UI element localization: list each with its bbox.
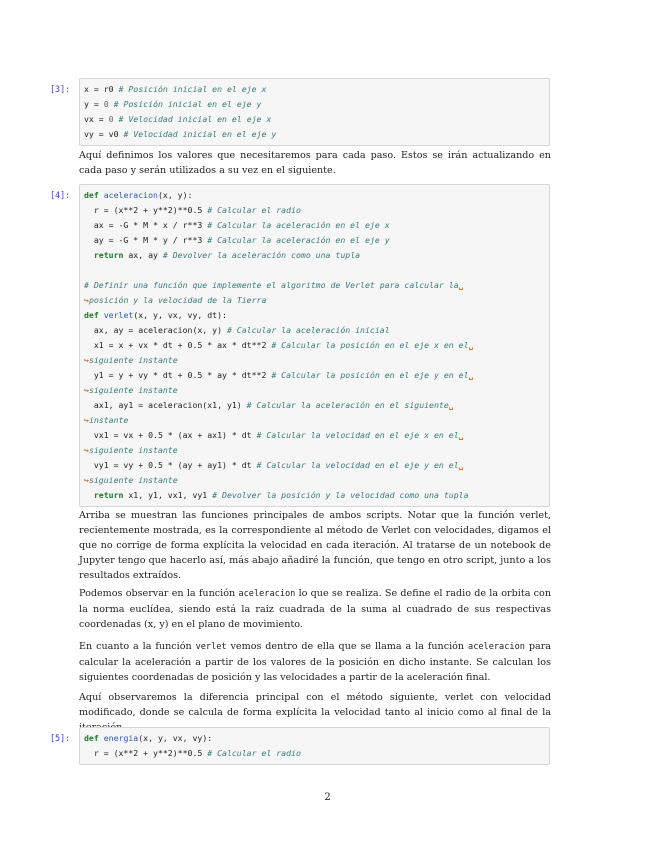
code-line: [84, 82, 545, 97]
code-line: [84, 368, 545, 383]
code-token: ax1, ay1 = aceleracion(x1, y1): [84, 400, 247, 410]
cell-prompt: [5]:: [50, 733, 71, 743]
code-token: [84, 250, 94, 260]
code-token: x = r0: [84, 84, 119, 94]
paragraph-text: para calcular la aceleración a partir de los valores de la posición en dicho instante. Se calculan los siguientes coordenadas de posición y las velocidades a partir de la aceleración final.: [79, 641, 552, 683]
code-line: [84, 443, 545, 458]
line-continuation-icon: ␣: [458, 430, 464, 440]
code-cell-3[interactable]: [79, 78, 550, 146]
paragraph-text: lo que se realiza. Se define el radio de la orbita con la norma euclídea, siendo está la raiz cuadrada de la suma al cuadrado de sus respectivas coordenadas (x, y) en el plano de movimiento.: [79, 588, 551, 630]
inline-code: aceleracion: [468, 642, 525, 652]
code-token: x1 = x + vx * dt + 0.5 * ax * dt**2: [84, 340, 272, 350]
line-continuation-icon: ␣: [468, 370, 474, 380]
code-comment: # Velocidad inicial en el eje y: [123, 129, 277, 139]
code-token: (x, y):: [157, 190, 193, 200]
code-line: [84, 308, 545, 323]
code-function-name: aceleracion: [103, 190, 158, 200]
code-line: [84, 263, 545, 278]
page-number: 2: [324, 792, 331, 803]
inline-code: aceleracion: [238, 589, 296, 599]
code-cell-4[interactable]: [79, 184, 550, 507]
code-comment: # Devolver la aceleración como una tupla: [162, 250, 361, 260]
code-comment: siguiente instante: [88, 355, 178, 365]
code-comment: # Calcular la aceleración en el eje x: [207, 220, 390, 230]
code-function-name: energia: [103, 733, 139, 743]
code-line: [84, 293, 545, 308]
code-comment: # Definir una función que implemente el algoritmo de Verlet para calcular la: [84, 280, 459, 290]
code-comment: siguiente instante: [88, 445, 178, 455]
code-line: [84, 458, 545, 473]
code-line: [84, 248, 545, 263]
code-token: (x, y, vx, vy, dt):: [133, 310, 227, 320]
code-token: ax = -G * M * x / r**3: [84, 220, 208, 230]
code-line: [84, 112, 545, 127]
code-keyword: return: [93, 250, 124, 260]
code-line: [84, 746, 545, 761]
cell-prompt: [4]:: [50, 190, 71, 200]
code-token: vy = v0: [84, 129, 124, 139]
code-comment: instante: [88, 415, 129, 425]
code-line: [84, 398, 545, 413]
paragraph: Aquí observaremos la diferencia principal con el método siguiente, verlet con velocidad modificado, donde se calcula de forma explícita la velocidad tanto al inicio como al final de la: [79, 692, 551, 718]
paragraph-text: En cuanto a la función: [79, 641, 196, 652]
code-token: (x, y, vx, vy):: [138, 733, 213, 743]
code-token: vy1 = vy + 0.5 * (ay + ay1) * dt: [84, 460, 257, 470]
paragraph: Arriba se muestran las funciones principales de ambos scripts. Notar que la función verlet, recientemente mostrada, es la correspondiente al método de Verlet con velocidades, digamos el que no corrige de forma explícita la velocidad en cada iteración. Al tratarse de un notebook de Jupyter tengo que hacerlo así, más abajo añadiré la función, que tengo en otro script, junto a los resultados extraídos.: [79, 510, 551, 581]
code-line: [84, 488, 545, 503]
line-continuation-icon: ↪: [84, 445, 89, 455]
cell-prompt: [3]:: [50, 84, 71, 94]
code-comment: # Posición inicial en el eje y: [113, 99, 262, 109]
code-comment: # Calcular la aceleración en el eje y: [207, 235, 390, 245]
code-line: [84, 278, 545, 293]
code-comment: # Calcular la velocidad en el eje y en el: [256, 460, 459, 470]
code-line: [84, 323, 545, 338]
line-continuation-icon: ␣: [468, 340, 474, 350]
code-keyword: def: [84, 310, 99, 320]
code-token: ay = -G * M * y / r**3: [84, 235, 208, 245]
code-keyword: def: [84, 190, 99, 200]
code-line: [84, 127, 545, 142]
line-continuation-icon: ↪: [84, 295, 89, 305]
line-continuation-icon: ↪: [84, 475, 89, 485]
code-line: [84, 428, 545, 443]
code-line: [84, 731, 545, 746]
code-comment: # Posición inicial en el eje x: [118, 84, 267, 94]
code-block: [79, 184, 550, 507]
paragraph: Aquí definimos los valores que necesitaremos para cada paso. Estos se irán actualizando en cada paso y serán utilizados a su vez en el siguiente.: [79, 150, 551, 176]
code-comment: # Calcular el radio: [207, 205, 301, 215]
code-keyword: def: [84, 733, 99, 743]
code-line: [84, 338, 545, 353]
code-comment: siguiente instante: [88, 475, 178, 485]
code-comment: # Calcular la posición en el eje y en el: [271, 370, 469, 380]
code-block: [79, 727, 550, 765]
code-line: [84, 97, 545, 112]
line-continuation-icon: ↪: [84, 415, 89, 425]
code-comment: # Velocidad inicial en el eje x: [118, 114, 272, 124]
code-comment: # Devolver la posición y la velocidad como una tupla: [212, 490, 469, 500]
code-line: [84, 473, 545, 488]
code-line: [84, 203, 545, 218]
inline-code: verlet: [195, 642, 227, 652]
code-comment: # Calcular la aceleración inicial: [226, 325, 390, 335]
code-comment: # Calcular la aceleración en el siguiente: [246, 400, 449, 410]
code-line: [84, 383, 545, 398]
code-comment: # Calcular el radio: [207, 748, 301, 758]
code-token: y1 = y + vy * dt + 0.5 * ay * dt**2: [84, 370, 272, 380]
code-token: 0: [103, 99, 109, 109]
line-continuation-icon: ↪: [84, 355, 89, 365]
code-token: r = (x**2 + y**2)**0.5: [84, 205, 208, 215]
line-continuation-icon: ␣: [448, 400, 454, 410]
code-comment: # Calcular la velocidad en el eje x en el: [256, 430, 459, 440]
code-token: ax, ay = aceleracion(x, y): [84, 325, 227, 335]
code-function-name: verlet: [103, 310, 134, 320]
code-line: [84, 218, 545, 233]
code-block: [79, 78, 550, 146]
paragraph: [79, 586, 551, 632]
paragraph-text: Podemos observar en la función: [79, 588, 239, 599]
code-token: 0: [108, 114, 114, 124]
code-comment: siguiente instante: [88, 385, 178, 395]
code-line: [84, 188, 545, 203]
code-token: [84, 490, 94, 500]
line-continuation-icon: ␣: [458, 460, 464, 470]
code-comment: posición y la velocidad de la Tierra: [88, 295, 267, 305]
paragraph: [79, 639, 551, 685]
paragraph-text: vemos dentro de ella que se llama a la función: [226, 641, 469, 652]
code-keyword: return: [93, 490, 124, 500]
code-line: [84, 233, 545, 248]
code-token: vx =: [84, 114, 109, 124]
code-cell-5[interactable]: [79, 727, 550, 765]
code-token: x1, y1, vx1, vy1: [123, 490, 213, 500]
code-comment: # Calcular la posición en el eje x en el: [271, 340, 469, 350]
code-token: vx1 = vx + 0.5 * (ax + ax1) * dt: [84, 430, 257, 440]
line-continuation-icon: ␣: [458, 280, 464, 290]
code-token: y =: [84, 99, 104, 109]
code-token: ax, ay: [123, 250, 163, 260]
code-token: r = (x**2 + y**2)**0.5: [84, 748, 208, 758]
code-line: [84, 353, 545, 368]
line-continuation-icon: ↪: [84, 385, 89, 395]
code-line: [84, 413, 545, 428]
